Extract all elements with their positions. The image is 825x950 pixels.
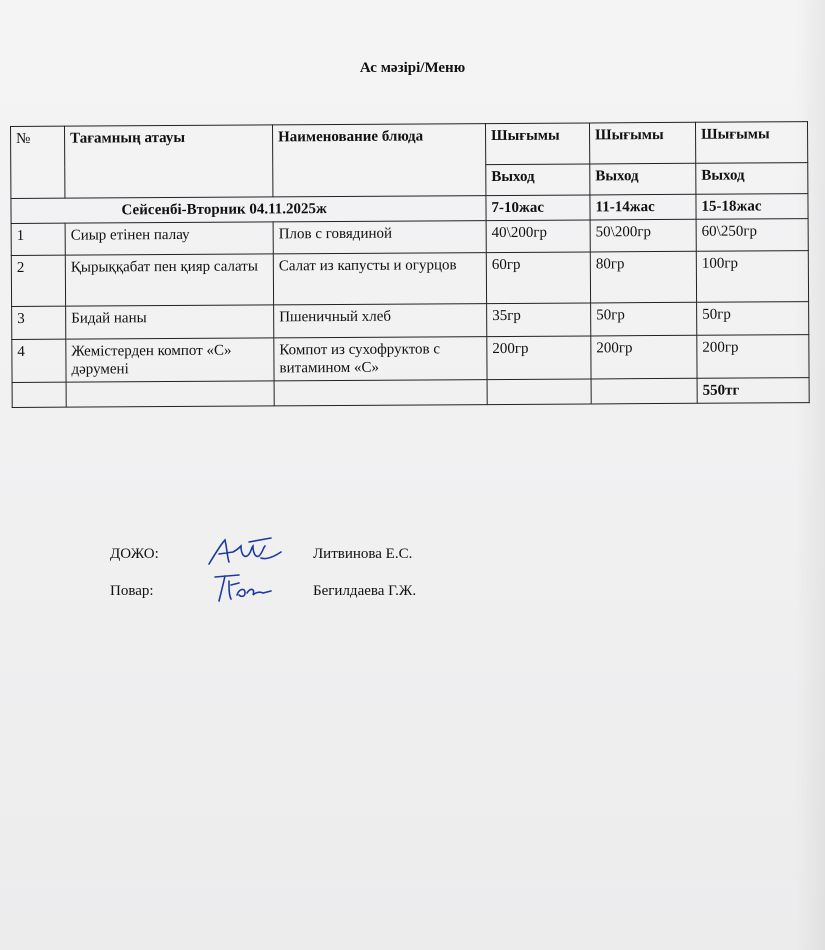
- dish-name-kz: Бидай наны: [66, 305, 274, 339]
- table-header-row: [11, 122, 808, 168]
- portion-7-10: 40\200гр: [486, 220, 590, 253]
- document-title: Ас мәзірі/Меню: [359, 60, 466, 76]
- portion-11-14: 50гр: [591, 302, 697, 336]
- signatory-name: Бегилдаева Г.Ж.: [313, 583, 417, 599]
- table-row: [12, 302, 809, 340]
- row-number: 4: [12, 339, 66, 382]
- handwritten-signature-icon: [205, 571, 275, 607]
- header-name-kz: Тағамның атауы: [65, 125, 273, 198]
- dish-name-kz: Сиыр етінен палау: [65, 222, 273, 255]
- portion-15-18: 200гр: [697, 335, 809, 379]
- handwritten-signature-icon: [205, 534, 285, 574]
- total-price: 550тг: [697, 378, 809, 404]
- signature-line-cook: [110, 583, 470, 607]
- portion-15-18: 100гр: [696, 251, 808, 303]
- dish-name-ru: Плов с говядиной: [273, 221, 486, 254]
- empty-cell: [12, 382, 66, 407]
- header-name-ru: Наименование блюда: [272, 124, 485, 197]
- age-group-3: 15-18жас: [696, 194, 808, 220]
- signatory-name: Литвинова Е.С.: [313, 546, 413, 562]
- portion-7-10: 35гр: [487, 303, 591, 337]
- portion-11-14: 50\200гр: [590, 219, 696, 252]
- subheader-output-1: Выход: [486, 164, 590, 196]
- header-output-3: Шығымы: [695, 122, 807, 164]
- empty-cell: [591, 378, 697, 404]
- portion-11-14: 200гр: [591, 335, 697, 379]
- portion-7-10: 200гр: [487, 336, 591, 380]
- signature-role: ДОЖО:: [110, 546, 159, 562]
- row-number: 2: [11, 255, 65, 306]
- row-number: 3: [12, 306, 66, 339]
- subheader-output-3: Выход: [696, 163, 808, 195]
- dish-name-ru: Компот из сухофруктов с витамином «С»: [274, 337, 487, 381]
- dish-name-kz: Жемістерден компот «С» дәрумені: [66, 338, 274, 382]
- table-row: [11, 219, 808, 256]
- subheader-output-2: Выход: [590, 163, 696, 195]
- portion-15-18: 50гр: [697, 302, 809, 336]
- age-group-2: 11-14жас: [590, 194, 696, 220]
- header-output-1: Шығымы: [485, 123, 589, 165]
- table-row: [11, 251, 808, 307]
- dish-name-ru: Салат из капусты и огурцов: [273, 253, 486, 305]
- day-label: Сейсенбі-Вторник 04.11.2025ж: [11, 196, 486, 224]
- signature-role: Повар:: [110, 583, 154, 599]
- table-row: [12, 335, 809, 383]
- total-row: [12, 378, 809, 408]
- age-group-1: 7-10жас: [486, 195, 590, 221]
- dish-name-ru: Пшеничный хлеб: [274, 304, 487, 338]
- menu-table: [10, 121, 810, 408]
- row-number: 1: [11, 223, 65, 255]
- header-output-2: Шығымы: [589, 122, 695, 164]
- portion-7-10: 60гр: [486, 252, 590, 304]
- portion-15-18: 60\250гр: [696, 219, 808, 252]
- empty-cell: [66, 381, 274, 407]
- dish-name-kz: Қырыққабат пен қияр салаты: [65, 254, 273, 306]
- portion-11-14: 80гр: [590, 251, 696, 303]
- signature-line-dozho: [110, 546, 470, 570]
- empty-cell: [274, 380, 487, 406]
- empty-cell: [487, 379, 591, 405]
- header-number: №: [11, 126, 65, 198]
